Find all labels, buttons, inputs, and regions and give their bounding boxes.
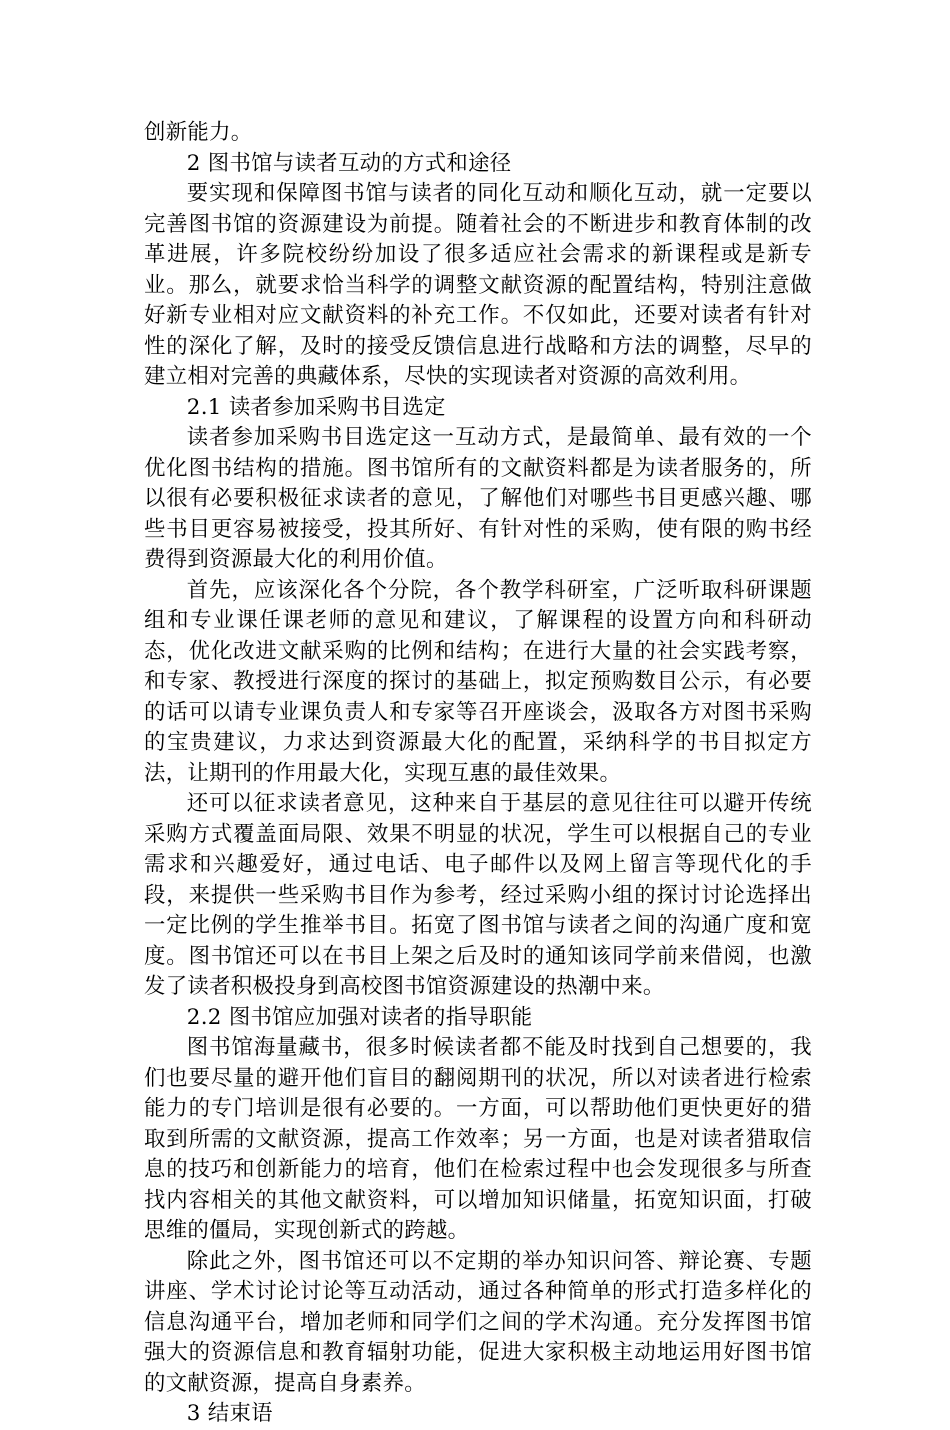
section-heading-2-2: 2.2 图书馆应加强对读者的指导职能 — [186, 1004, 533, 1030]
paragraph-section-2-intro: 要实现和保障图书馆与读者的同化互动和顺化互动，就一定要以完善图书馆的资源建设为前提。随着社会的不断进步和教育体制的改革进展，许多院校纷纷加设了很多适应社会需求的新课程或是新专业。那么，就要求恰当科学的调整文献资源的配置结构，特别注意做好新专业相对应文献资料的补充工作。不仅如此，还要对读者有针对性的深化了解，及时的接受反馈信息进行战略和方法的调整，尽早的建立相对完善的典藏体系，尽快的实现读者对资源的高效利用。 — [144, 181, 812, 389]
paragraph-2-2-b: 除此之外，图书馆还可以不定期的举办知识问答、辩论赛、专题讲座、学术讨论讨论等互动活动，通过各种简单的形式打造多样化的信息沟通平台，增加老师和同学们之间的学术沟通。充分发挥图书馆强大的资源信息和教育辐射功能，促进大家积极主动地运用好图书馆的文献资源，提高自身素养。 — [144, 1248, 812, 1396]
paragraph-2-1-a: 读者参加采购书目选定这一互动方式，是最简单、最有效的一个优化图书结构的措施。图书馆所有的文献资料都是为读者服务的，所以很有必要积极征求读者的意见，了解他们对哪些书目更感兴趣、哪些书目更容易被接受，投其所好、有针对性的采购，使有限的购书经费得到资源最大化的利用价值。 — [144, 425, 812, 572]
section-heading-2: 2 图书馆与读者互动的方式和途径 — [186, 150, 512, 176]
paragraph-2-1-c: 还可以征求读者意见，这种来自于基层的意见往往可以避开传统采购方式覆盖面局限、效果不明显的状况，学生可以根据自己的专业需求和兴趣爱好，通过电话、电子邮件以及网上留言等现代化的手段，来提供一些采购书目作为参考，经过采购小组的探讨讨论选择出一定比例的学生推举书目。拓宽了图书馆与读者之间的沟通广度和宽度。图书馆还可以在书目上架之后及时的通知该同学前来借阅，也激发了读者积极投身到高校图书馆资源建设的热潮中来。 — [144, 791, 812, 999]
section-heading-3: 3 结束语 — [186, 1401, 273, 1426]
paragraph-2-2-a: 图书馆海量藏书，很多时候读者都不能及时找到自己想要的，我们也要尽量的避开他们盲目的翻阅期刊的状况，所以对读者进行检索能力的专门培训是很有必要的。一方面，可以帮助他们更快更好的猎取到所需的文献资源，提高工作效率；另一方面，也是对读者猎取信息的技巧和创新能力的培育，他们在检索过程中也会发现很多与所查找内容相关的其他文献资料，可以增加知识储量，拓宽知识面，打破思维的僵局，实现创新式的跨越。 — [144, 1035, 812, 1243]
paragraph-continuation: 创新能力。 — [144, 120, 253, 145]
section-heading-2-1: 2.1 读者参加采购书目选定 — [186, 394, 446, 420]
document-page — [144, 118, 812, 1430]
paragraph-2-1-b: 首先，应该深化各个分院，各个教学科研室，广泛听取科研课题组和专业课任课老师的意见和建议，了解课程的设置方向和科研动态，优化改进文献采购的比例和结构；在进行大量的社会实践考察，和专家、教授进行深度的探讨的基础上，拟定预购数目公示，有必要的话可以请专业课负责人和专家等召开座谈会，汲取各方对图书采购的宝贵建议，力求达到资源最大化的配置，采纳科学的书目拟定方法，让期刊的作用最大化，实现互惠的最佳效果。 — [144, 577, 812, 786]
